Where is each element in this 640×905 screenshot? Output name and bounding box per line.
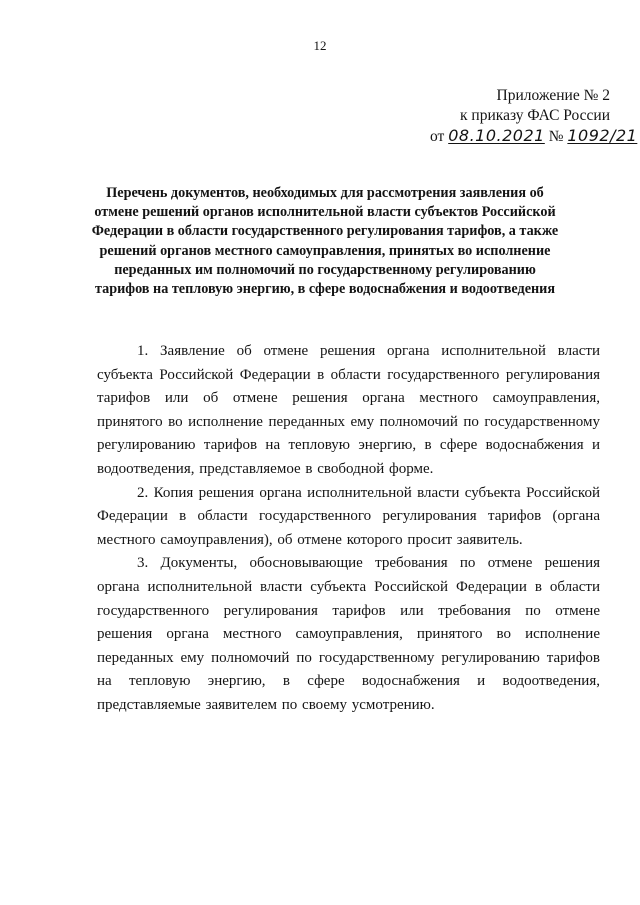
list-item-3: 3. Документы, обосновывающие требования по отмене решения органа исполнительной власти субъекта Российской Федерации в области государственного регулирования тарифов или требования по отмене решения органа местного самоуправления, принятого во исполнение переданных ему полномочий по государственному регулированию тарифов на тепловую энергию, в сфере водоснабжения и водоотведения, представляемые заявителем по своему усмотрению. <box>97 555 600 713</box>
list-item-2: 2. Копия решения органа исполнительной власти субъекта Российской Федерации в области государственного регулирования тарифов (органа местного самоуправления), об отмене которого просит заявитель. <box>97 484 600 548</box>
page-number: 12 <box>313 38 327 53</box>
handwritten-number: 1092/21 <box>567 126 638 145</box>
document-body <box>97 340 600 718</box>
document-title: Перечень документов, необходимых для рассмотрения заявления об отмене решений органов исполнительной власти субъектов Российской Федерации в области государственного регулирования тарифов, а также решений органов местного самоуправления, принятых во исполнение переданных им полномочий по государственному регулированию тарифов на тепловую энергию, в сфере водоснабжения и водоотведения <box>91 185 559 298</box>
appendix-header <box>430 86 638 147</box>
appendix-label: Приложение № 2 <box>496 87 610 104</box>
handwritten-date: 08.10.2021 <box>448 126 545 145</box>
order-date-number <box>430 126 638 147</box>
order-reference: к приказу ФАС России <box>460 107 610 124</box>
date-prefix: от <box>430 128 445 145</box>
list-item-1: 1. Заявление об отмене решения органа исполнительной власти субъекта Российской Федерации в области государственного регулирования тарифов или об отмене решения органа местного самоуправления, принятого во исполнение переданных ему полномочий по государственному регулированию тарифов на тепловую энергию, в сфере водоснабжения и водоотведения, представляемое в свободной форме. <box>97 343 600 477</box>
number-prefix: № <box>548 128 564 145</box>
